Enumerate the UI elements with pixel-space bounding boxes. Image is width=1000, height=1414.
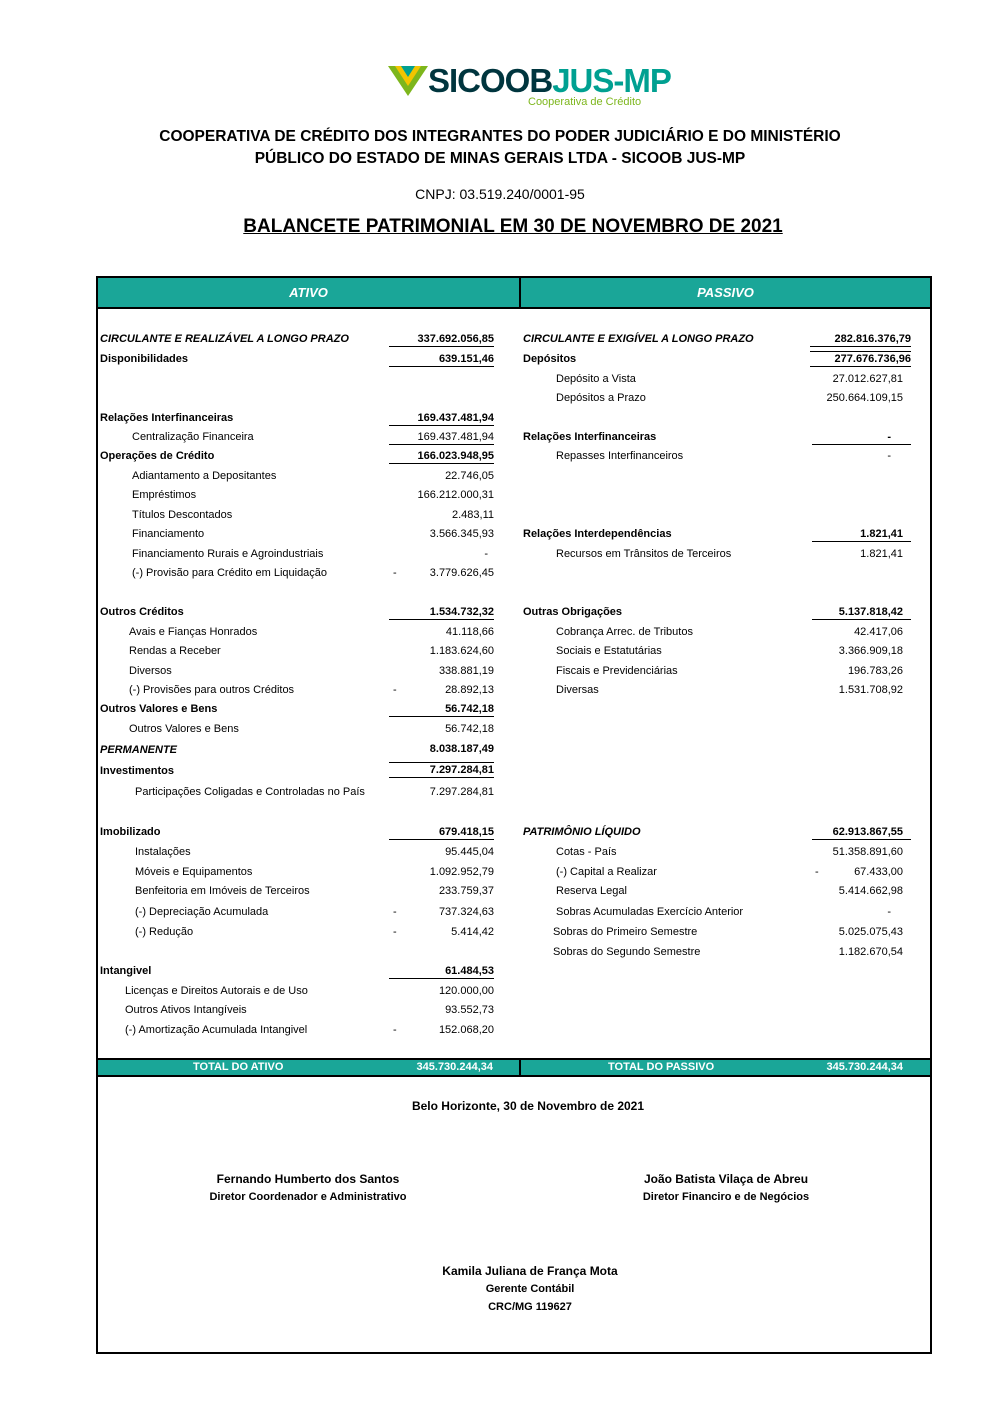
total-passivo-bar [521,1060,930,1075]
ativo-row-label: PERMANENTE [100,744,178,756]
passivo-row-label: Sobras Acumuladas Exercício Anterior [556,906,744,918]
passivo-row-sign: - [815,866,819,878]
logo-wordmark: SICOOBJUS-MP [428,62,671,99]
ativo-row-value: 2.483,11 [451,509,494,521]
ativo-row-value: 3.779.626,45 [429,567,494,579]
passivo-row-value: 42.417,06 [854,626,903,638]
ativo-row-value: 28.892,13 [445,684,494,696]
passivo-row-value: 5.414.662,98 [838,885,903,897]
passivo-row-label: Cobrança Arrec. de Tributos [556,626,693,638]
ativo-row-value: 93.552,73 [445,1004,494,1016]
ativo-row-label: Financiamento Rurais e Agroindustriais [132,548,324,560]
ativo-row-value: 1.092.952,79 [429,866,494,878]
ativo-row-value: 8.038.187,49 [429,743,494,755]
passivo-row-label: Depósitos a Prazo [556,392,646,404]
passivo-row-label: Depósitos [523,353,577,365]
passivo-row-value: 196.783,26 [847,665,903,677]
ativo-row-label: Intangivel [100,965,152,977]
passivo-row-label: Diversas [556,684,599,696]
ativo-row-value: 169.437.481,94 [389,430,494,445]
ativo-row-value: 7.297.284,81 [429,786,494,798]
signature-block-3 [380,1262,680,1316]
signatory-role: Diretor Coordenador e Administrativo [209,1191,407,1203]
company-name-line-1: COOPERATIVA DE CRÉDITO DOS INTEGRANTES DO PODER JUDICIÁRIO E DO MINISTÉRIO [159,128,841,145]
total-passivo-value: 345.730.244,34 [826,1061,903,1073]
ativo-row-value: 1.183.624,60 [429,645,494,657]
passivo-row-value: 62.913.867,55 [812,825,911,840]
signatory-name: Fernando Humberto dos Santos [216,1172,400,1186]
passivo-row-value: 67.433,00 [854,866,903,878]
passivo-row-value: 250.664.109,15 [826,392,903,404]
ativo-row-label: Imobilizado [100,826,161,838]
passivo-row-value: 1.821,41 [812,527,911,542]
passivo-row-value: 1.821,41 [860,548,903,560]
ativo-row-value: 639.151,46 [389,352,494,367]
ativo-row-value: 337.692.056,85 [389,332,494,347]
ativo-row-sign: - [393,684,397,696]
ativo-row-label: CIRCULANTE E REALIZÁVEL A LONGO PRAZO [100,333,349,345]
passivo-row-label: Relações Interfinanceiras [523,431,657,443]
ativo-row-label: Instalações [135,846,191,858]
ativo-row-value: 737.324,63 [438,906,494,918]
logo-tagline: Cooperativa de Crédito [528,96,642,108]
ativo-row-value: 22.746,05 [445,470,494,482]
passivo-row-label: Sobras do Segundo Semestre [553,946,701,958]
ativo-row-label: Participações Coligadas e Controladas no País [135,786,365,798]
ativo-row-value: 152.068,20 [438,1024,494,1036]
signature-block-1 [158,1170,458,1206]
ativo-row-value: 56.742,18 [445,723,494,735]
ativo-row-value: 5.414,42 [451,926,494,938]
ativo-row-label: Disponibilidades [100,353,189,365]
passivo-row-value: 27.012.627,81 [832,373,903,385]
ativo-row-sign: - [393,567,397,579]
passivo-row-value: 282.816.376,79 [810,332,911,347]
ativo-header: ATIVO [98,278,519,307]
passivo-row-label: Repasses Interfinanceiros [556,450,684,462]
passivo-row-label: Depósito a Vista [556,373,636,385]
ativo-row-value: 61.484,53 [389,964,494,979]
signatory-name: João Batista Vilaça de Abreu [643,1172,809,1186]
passivo-row-label: Reserva Legal [556,885,627,897]
ativo-row-label: Financiamento [132,528,205,540]
ativo-row-label: Adiantamento a Depositantes [132,470,277,482]
ativo-row-label: Outros Créditos [100,606,184,618]
ativo-row-label: Investimentos [100,765,174,777]
ativo-row-value: 56.742,18 [389,702,494,717]
total-ativo-label: TOTAL DO ATIVO [193,1061,284,1073]
ativo-row-label: Centralização Financeira [132,431,254,443]
passivo-row-label: Outras Obrigações [523,606,623,618]
ativo-row-value: 1.534.732,32 [389,605,494,620]
ativo-row-label: (-) Depreciação Acumulada [135,906,269,918]
sicoob-logo [388,62,671,112]
ativo-row-label: Rendas a Receber [129,645,221,657]
ativo-row-value: 41.118,66 [445,626,494,638]
signature-block-2 [576,1170,876,1206]
ativo-row-label: Operações de Crédito [100,450,215,462]
total-passivo-label: TOTAL DO PASSIVO [608,1061,715,1073]
totals-divider [519,1060,521,1076]
passivo-row-label: Sociais e Estatutárias [556,645,662,657]
passivo-row-value: 3.366.909,18 [838,645,903,657]
signatory-role: Gerente Contábil [485,1283,575,1295]
ativo-row-value: 3.566.345,93 [429,528,494,540]
ativo-row-value: 95.445,04 [445,846,494,858]
header-divider [519,278,521,308]
ativo-row-label: (-) Provisões para outros Créditos [129,684,295,696]
total-ativo-value: 345.730.244,34 [416,1061,493,1073]
signatory-registration: CRC/MG 119627 [488,1301,572,1313]
passivo-row-label: CIRCULANTE E EXIGÍVEL A LONGO PRAZO [523,333,754,345]
passivo-row-label: (-) Capital a Realizar [556,866,657,878]
passivo-row-label: Relações Interdependências [523,528,672,540]
passivo-row-label: Cotas - País [556,846,617,858]
passivo-row-value: 51.358.891,60 [832,846,903,858]
ativo-row-sign: - [393,926,397,938]
signatory-role: Diretor Financiro e de Negócios [642,1191,810,1203]
ativo-row-label: Licenças e Direitos Autorais e de Uso [125,985,308,997]
header-bottom-rule [98,307,930,309]
ativo-row-value: 166.212.000,31 [417,489,494,501]
ativo-row-value: 120.000,00 [438,985,494,997]
ativo-row-sign: - [393,1024,397,1036]
passivo-header: PASSIVO [521,278,930,307]
cnpj: CNPJ: 03.519.240/0001-95 [415,186,585,202]
passivo-row-label: PATRIMÔNIO LÍQUIDO [523,826,641,838]
ativo-row-label: Outros Valores e Bens [129,723,239,735]
ativo-row-value: 233.759,37 [438,885,494,897]
ativo-row-value: 169.437.481,94 [389,411,494,426]
ativo-row-value: 338.881,19 [438,665,494,677]
passivo-row-label: Recursos em Trânsitos de Terceiros [556,548,732,560]
passivo-row-value: 277.676.736,96 [810,351,911,367]
ativo-row-label: Títulos Descontados [132,509,233,521]
ativo-row-value: 166.023.948,95 [389,449,494,464]
ativo-row-label: Avais e Fianças Honrados [129,626,258,638]
passivo-row-value: 5.137.818,42 [812,605,911,620]
place-date: Belo Horizonte, 30 de Novembro de 2021 [411,1099,645,1113]
ativo-row-label: Relações Interfinanceiras [100,412,234,424]
ativo-row-label: Móveis e Equipamentos [135,866,253,878]
passivo-row-value: - [887,450,891,462]
ativo-row-label: Empréstimos [132,489,197,501]
passivo-row-label: Fiscais e Previdenciárias [556,665,678,677]
ativo-row-label: (-) Amortização Acumulada Intangivel [125,1024,308,1036]
company-name-line-2: PÚBLICO DO ESTADO DE MINAS GERAIS LTDA - SICOOB JUS-MP [254,150,746,167]
document-title: BALANCETE PATRIMONIAL EM 30 DE NOVEMBRO DE 2021 [243,216,783,237]
totals-bottom-rule [98,1075,930,1077]
ativo-row-label: Diversos [129,665,172,677]
ativo-row-label: Outros Ativos Intangíveis [125,1004,247,1016]
ativo-row-value: 7.297.284,81 [389,762,494,778]
ativo-row-value: - [484,548,488,560]
total-ativo-bar [98,1060,519,1075]
ativo-row-label: (-) Provisão para Crédito em Liquidação [132,567,328,579]
ativo-row-label: Outros Valores e Bens [100,703,218,715]
passivo-row-label: Sobras do Primeiro Semestre [553,926,698,938]
ativo-row-label: (-) Redução [135,926,194,938]
passivo-row-value: 1.531.708,92 [838,684,903,696]
ativo-row-value: 679.418,15 [389,825,494,840]
passivo-row-value: - [887,906,891,918]
passivo-row-value: - [812,430,911,445]
ativo-row-label: Benfeitoria em Imóveis de Terceiros [135,885,310,897]
passivo-row-value: 5.025.075,43 [838,926,903,938]
sicoob-logo-mark-icon [388,64,428,98]
ativo-row-sign: - [393,906,397,918]
passivo-row-value: 1.182.670,54 [838,946,903,958]
signatory-name: Kamila Juliana de França Mota [442,1264,618,1278]
